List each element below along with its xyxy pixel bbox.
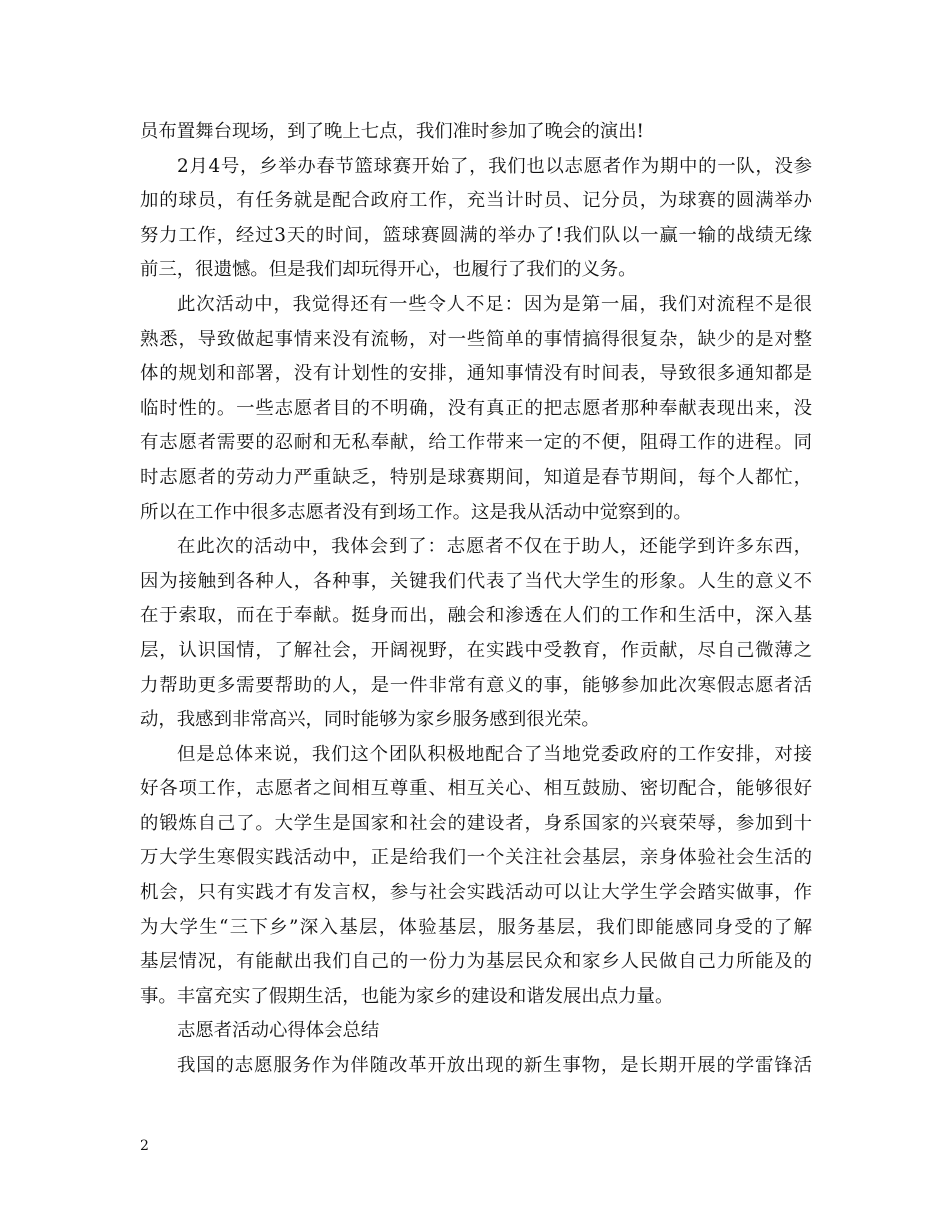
text-line: 我国的志愿服务作为伴随改革开放出现的新生事物，是长期开展的学雷锋活 xyxy=(177,1055,812,1077)
text-line: 体的规划和部署，没有计划性的安排，通知事情没有时间表，导致很多通知都是 xyxy=(140,363,812,385)
text-line: 事。丰富充实了假期生活，也能为家乡的建设和谐发展出点力量。 xyxy=(140,985,674,1007)
text-line: 此次活动中，我觉得还有一些令人不足：因为是第一届，我们对流程不是很 xyxy=(177,293,812,315)
text-line: 时志愿者的劳动力严重缺乏，特别是球赛期间，知道是春节期间，每个人都忙， xyxy=(140,466,812,488)
page-number: 2 xyxy=(140,1138,149,1154)
text-line: 为大学生“三下乡”深入基层，体验基层，服务基层，我们即能感同身受的了解 xyxy=(140,916,812,938)
text-line: 基层情况，有能献出我们自己的一份力为基层民众和家乡人民做自己力所能及的 xyxy=(140,951,812,973)
text-line: 员布置舞台现场，到了晚上七点，我们准时参加了晚会的演出! xyxy=(140,121,644,142)
text-line: 在于索取，而在于奉献。挺身而出，融会和渗透在人们的工作和生活中，深入基 xyxy=(140,605,812,627)
text-line: 前三，很遗憾。但是我们却玩得开心，也履行了我们的义务。 xyxy=(140,259,637,281)
text-line: 所以在工作中很多志愿者没有到场工作。这是我从活动中觉察到的。 xyxy=(140,501,692,523)
text-line: 有志愿者需要的忍耐和无私奉献，给工作带来一定的不便，阻碍工作的进程。同 xyxy=(140,432,812,454)
section-heading: 志愿者活动心得体会总结 xyxy=(177,1020,380,1042)
text-line: 动，我感到非常高兴，同时能够为家乡服务感到很光荣。 xyxy=(140,709,600,731)
text-line: 层，认识国情，了解社会，开阔视野，在实践中受教育，作贡献，尽自己微薄之 xyxy=(140,639,812,661)
text-line: 但是总体来说，我们这个团队积极地配合了当地党委政府的工作安排，对接 xyxy=(177,743,812,765)
text-line: 在此次的活动中，我体会到了：志愿者不仅在于助人，还能学到许多东西， xyxy=(177,536,812,558)
text-line: 熟悉，导致做起事情来没有流畅，对一些简单的事情搞得很复杂，缺少的是对整 xyxy=(140,328,812,350)
text-line: 加的球员，有任务就是配合政府工作，充当计时员、记分员，为球赛的圆满举办 xyxy=(140,190,812,212)
text-line: 万大学生寒假实践活动中，正是给我们一个关注社会基层，亲身体验社会生活的 xyxy=(140,847,812,869)
text-line: 机会，只有实践才有发言权，参与社会实践活动可以让大学生学会踏实做事，作 xyxy=(140,882,812,904)
text-line: 因为接触到各种人，各种事，关键我们代表了当代大学生的形象。人生的意义不 xyxy=(140,570,812,592)
text-line: 临时性的。一些志愿者目的不明确，没有真正的把志愿者那种奉献表现出来，没 xyxy=(140,397,812,419)
text-line: 力帮助更多需要帮助的人，是一件非常有意义的事，能够参加此次寒假志愿者活 xyxy=(140,674,812,696)
text-line: 2月4号，乡举办春节篮球赛开始了，我们也以志愿者作为期中的一队，没参 xyxy=(177,155,812,177)
text-line: 好各项工作，志愿者之间相互尊重、相互关心、相互鼓励、密切配合，能够很好 xyxy=(140,778,812,800)
text-line: 的锻炼自己了。大学生是国家和社会的建设者，身系国家的兴衰荣辱，参加到十 xyxy=(140,812,812,834)
text-line: 努力工作，经过3天的时间，篮球赛圆满的举办了!我们队以一赢一输的战绩无缘 xyxy=(140,224,812,246)
body-text xyxy=(140,115,812,1084)
